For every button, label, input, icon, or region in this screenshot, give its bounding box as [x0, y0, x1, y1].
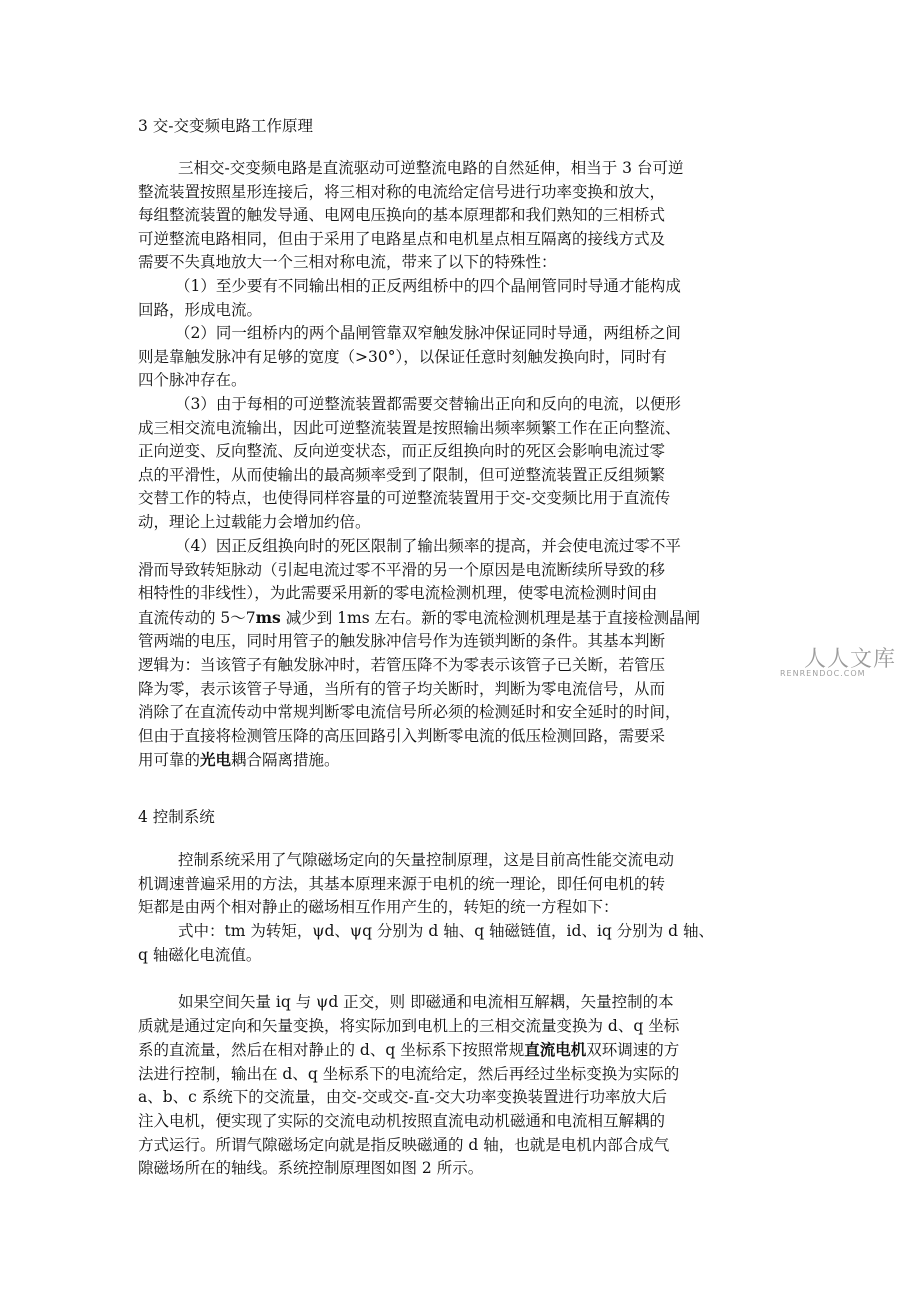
text-line: 相特性的非线性），为此需要采用新的零电流检测机理，使零电流检测时间由: [138, 584, 658, 603]
text-line: 滑而导致转矩脉动（引起电流过零不平滑的另一个原因是电流断续所导致的移: [138, 560, 666, 579]
section-4-intro: [138, 849, 798, 920]
text-run: 直流传动的 5～7: [138, 608, 256, 627]
section-3-heading: 3 交-交变频电路工作原理: [138, 117, 314, 135]
vector-control-paragraph: [138, 991, 798, 1181]
optocoupler-keyword: 光电: [200, 750, 232, 770]
formula-note: [138, 920, 798, 967]
text-line: 矩都是由两个相对静止的磁场相互作用产生的，转矩的统一方程如下：: [138, 898, 619, 917]
text-line: 注入电机，便实现了实际的交流电动机按照直流电动机磁通和电流相互解耦的: [138, 1111, 666, 1130]
text-line: q 轴磁化电流值。: [138, 945, 262, 964]
text-run: 用可靠的: [138, 751, 201, 770]
section-4-heading: 4 控制系统: [138, 808, 215, 826]
text-run: 系的直流量，然后在相对静止的 d、q 坐标系下按照常规: [138, 1041, 525, 1060]
text-line: 整流装置按照星形连接后，将三相对称的电流给定信号进行功率变换和放大，: [138, 182, 666, 201]
text-line: [138, 1038, 798, 1063]
text-line: 机调速普遍采用的方法，其基本原理来源于电机的统一理论，即任何电机的转: [138, 874, 666, 893]
text-line: 可逆整流电路相同，但由于采用了电路星点和电机星点相互隔离的接线方式及: [138, 229, 666, 248]
text-line: 逻辑为：当该管子有触发脉冲时，若管压降不为零表示该管子已关断，若管压: [138, 655, 666, 674]
text-run: 减少到 1ms 左右。新的零电流检测机理是基于直接检测晶闸: [280, 608, 701, 627]
text-line: 质就是通过定向和矢量变换，将实际加到电机上的三相交流量变换为 d、q 坐标: [138, 1016, 680, 1035]
text-line: 点的平滑性，从而使输出的最高频率受到了限制，但可逆整流装置正反组频繁: [138, 465, 666, 484]
text-line: 控制系统采用了气隙磁场定向的矢量控制原理，这是目前高性能交流电动: [178, 851, 675, 869]
text-line: 三相交-交变频电路是直流驱动可逆整流电路的自然延伸，相当于 3 台可逆: [178, 159, 684, 177]
text-line: 动，理论上过载能力会增加约倍。: [138, 512, 371, 531]
text-line: （2）同一组桥内的两个晶闸管靠双窄触发脉冲保证同时导通，两组桥之间: [175, 324, 681, 342]
text-run: 双环调速的方: [586, 1041, 680, 1060]
text-run: 耦合隔离措施。: [231, 751, 340, 770]
text-line: 则是靠触发脉冲有足够的宽度（>30°），以保证任意时刻触发换向时，同时有: [138, 347, 667, 366]
text-line: [138, 606, 798, 631]
text-line: 如果空间矢量 iq 与 ψd 正交，则 即磁通和电流相互解耦，矢量控制的本: [178, 993, 674, 1011]
text-line: （3）由于每相的可逆整流装置都需要交替输出正向和反向的电流，以便形: [175, 395, 681, 413]
text-line: 每组整流装置的触发导通、电网电压换向的基本原理都和我们熟知的三相桥式: [138, 206, 666, 225]
text-line: 降为零，表示该管子导通，当所有的管子均关断时，判断为零电流信号，从而: [138, 679, 666, 698]
text-line: 但由于直接将检测管压降的高压回路引入判断零电流的低压检测回路，需要采: [138, 726, 666, 745]
item-2-paragraph: [138, 322, 798, 393]
text-line: 消除了在直流传动中常规判断零电流信号所必须的检测延时和安全延时的时间，: [138, 703, 681, 722]
text-line: a、b、c 系统下的交流量，由交-交或交-直-交大功率变换装置进行功率放大后: [138, 1088, 667, 1107]
watermark-url: RENRENDOC.COM: [780, 669, 866, 678]
dc-motor-keyword: 直流电机: [524, 1040, 587, 1060]
text-line: [138, 748, 798, 773]
text-line: 隙磁场所在的轴线。系统控制原理图如图 2 所示。: [138, 1159, 484, 1178]
text-line: 管两端的电压，同时用管子的触发脉冲信号作为连锁判断的条件。其基本判断: [138, 632, 666, 651]
text-line: 正向逆变、反向整流、反向逆变状态，而正反组换向时的死区会影响电流过零: [138, 442, 666, 461]
text-line: 回路，形成电流。: [138, 300, 263, 319]
item-4-paragraph: [138, 535, 798, 773]
text-line: 方式运行。所谓气隙磁场定向就是指反映磁通的 d 轴，也就是电机内部合成气: [138, 1135, 670, 1154]
text-line: 四个脉冲存在。: [138, 371, 247, 390]
section-3-intro: [138, 157, 798, 275]
text-line: 交替工作的特点，也使得同样容量的可逆整流装置用于交-交变频比用于直流传: [138, 489, 671, 508]
item-3-paragraph: [138, 393, 798, 535]
ms-unit-bold: ms: [255, 607, 281, 627]
text-line: （1）至少要有不同输出相的正反两组桥中的四个晶闸管同时导通才能构成: [175, 277, 681, 295]
item-1-paragraph: [138, 275, 798, 322]
text-line: 成三相交流电流输出，因此可逆整流装置是按照输出频率频繁工作在正向整流、: [138, 418, 681, 437]
text-line: 式中：tm 为转矩，ψd、ψq 分别为 d 轴、q 轴磁链值，id、iq 分别为 d 轴、: [178, 922, 715, 940]
watermark-logo: 人人文库: [804, 647, 897, 672]
text-line: 法进行控制，输出在 d、q 坐标系下的电流给定，然后再经过坐标变换为实际的: [138, 1064, 680, 1083]
text-line: 需要不失真地放大一个三相对称电流，带来了以下的特殊性：: [138, 253, 557, 272]
text-line: （4）因正反组换向时的死区限制了输出频率的提高，并会使电流过零不平: [175, 537, 681, 555]
